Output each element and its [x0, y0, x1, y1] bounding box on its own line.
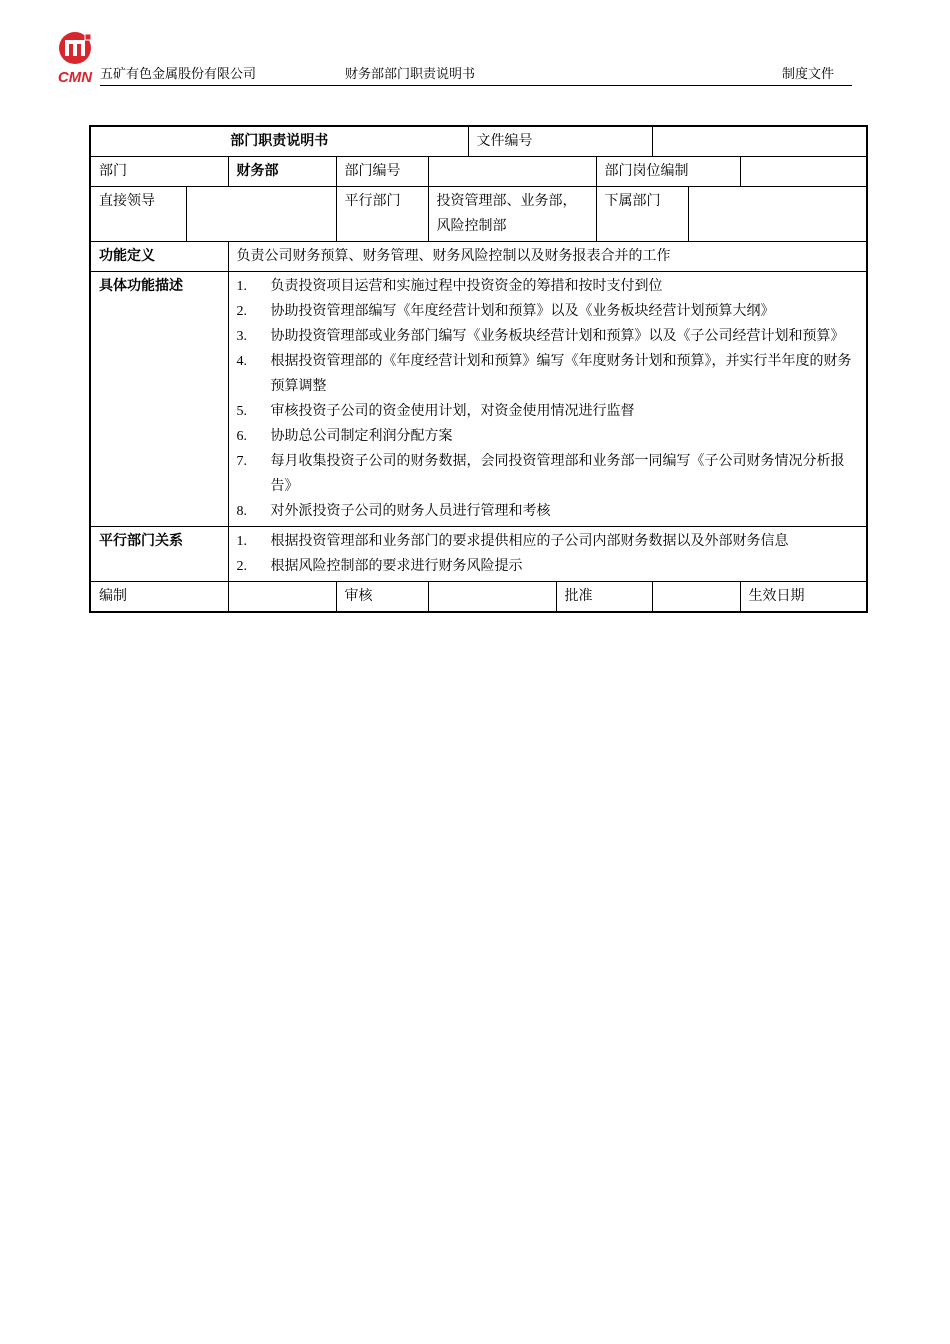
item-number: 8. — [236, 504, 247, 519]
item-text: 协助投资管理部编写《年度经营计划和预算》以及《业务板块经营计划预算大纲》 — [270, 303, 775, 319]
relation-list — [237, 529, 859, 579]
item-text: 根据投资管理部和业务部门的要求提供相应的子公司内部财务数据以及外部财务信息 — [270, 533, 789, 549]
document-type: 制度文件 — [782, 67, 835, 82]
relation-cell — [228, 527, 867, 582]
author-label: 编制 — [90, 582, 228, 613]
func-desc-cell — [228, 272, 867, 527]
list-item — [237, 499, 859, 524]
item-number: 2. — [236, 559, 247, 574]
list-item — [237, 554, 859, 579]
dept-value: 财务部 — [228, 157, 336, 187]
item-number: 5. — [236, 404, 247, 419]
list-item — [237, 349, 859, 399]
item-number: 7. — [236, 454, 247, 469]
date-label: 生效日期 — [740, 582, 867, 613]
item-text: 根据风险控制部的要求进行财务风险提示 — [270, 558, 523, 574]
list-item — [237, 299, 859, 324]
item-text: 审核投资子公司的资金使用计划，对资金使用情况进行监督 — [270, 403, 635, 419]
leader-value[interactable] — [186, 187, 336, 242]
item-number: 4. — [236, 354, 247, 369]
file-no-label: 文件编号 — [468, 126, 652, 157]
company-name: 五矿有色金属股份有限公司 — [100, 67, 257, 82]
dept-no-label: 部门编号 — [336, 157, 428, 187]
leader-label: 直接领导 — [90, 187, 186, 242]
review-value[interactable] — [428, 582, 556, 613]
file-no-value[interactable] — [652, 126, 867, 157]
logo-text: CMN — [57, 69, 93, 86]
item-text: 对外派投资子公司的财务人员进行管理和考核 — [270, 503, 551, 519]
func-def-label: 功能定义 — [90, 242, 228, 272]
post-value[interactable] — [740, 157, 867, 187]
company-logo — [52, 30, 98, 86]
duty-table — [89, 125, 868, 613]
list-item — [237, 274, 859, 299]
func-def-value: 负责公司财务预算、财务管理、财务风险控制以及财务报表合并的工作 — [228, 242, 867, 272]
header-divider — [100, 85, 852, 86]
item-text: 根据投资管理部的《年度经营计划和预算》编写《年度财务计划和预算》，并实行半年度的财务预算调整 — [270, 353, 852, 394]
item-number: 3. — [236, 329, 247, 344]
post-label: 部门岗位编制 — [596, 157, 740, 187]
table-title: 部门职责说明书 — [90, 126, 468, 157]
author-value[interactable] — [228, 582, 336, 613]
sub-label: 下属部门 — [596, 187, 688, 242]
item-number: 2. — [236, 304, 247, 319]
approve-value[interactable] — [652, 582, 740, 613]
item-number: 6. — [236, 429, 247, 444]
list-item — [237, 449, 859, 499]
item-text: 负责投资项目运营和实施过程中投资资金的筹措和按时支付到位 — [270, 278, 663, 294]
list-item — [237, 424, 859, 449]
document-title: 财务部部门职责说明书 — [345, 67, 476, 82]
dept-label: 部门 — [90, 157, 228, 187]
item-number: 1. — [236, 534, 247, 549]
parallel-value: 投资管理部、业务部，风险控制部 — [428, 187, 596, 242]
relation-label: 平行部门关系 — [90, 527, 228, 582]
sub-value[interactable] — [688, 187, 867, 242]
list-item — [237, 529, 859, 554]
item-text: 协助总公司制定利润分配方案 — [270, 428, 453, 444]
list-item — [237, 399, 859, 424]
func-desc-label: 具体功能描述 — [90, 272, 228, 527]
list-item — [237, 324, 859, 349]
review-label: 审核 — [336, 582, 428, 613]
dept-no-value[interactable] — [428, 157, 596, 187]
item-text: 每月收集投资子公司的财务数据，会同投资管理部和业务部一同编写《子公司财务情况分析报告》 — [270, 453, 845, 494]
approve-label: 批准 — [556, 582, 652, 613]
item-number: 1. — [236, 279, 247, 294]
func-desc-list — [237, 274, 859, 524]
page-header — [52, 30, 852, 86]
item-text: 协助投资管理部或业务部门编写《业务板块经营计划和预算》以及《子公司经营计划和预算》 — [270, 328, 845, 344]
parallel-label: 平行部门 — [336, 187, 428, 242]
